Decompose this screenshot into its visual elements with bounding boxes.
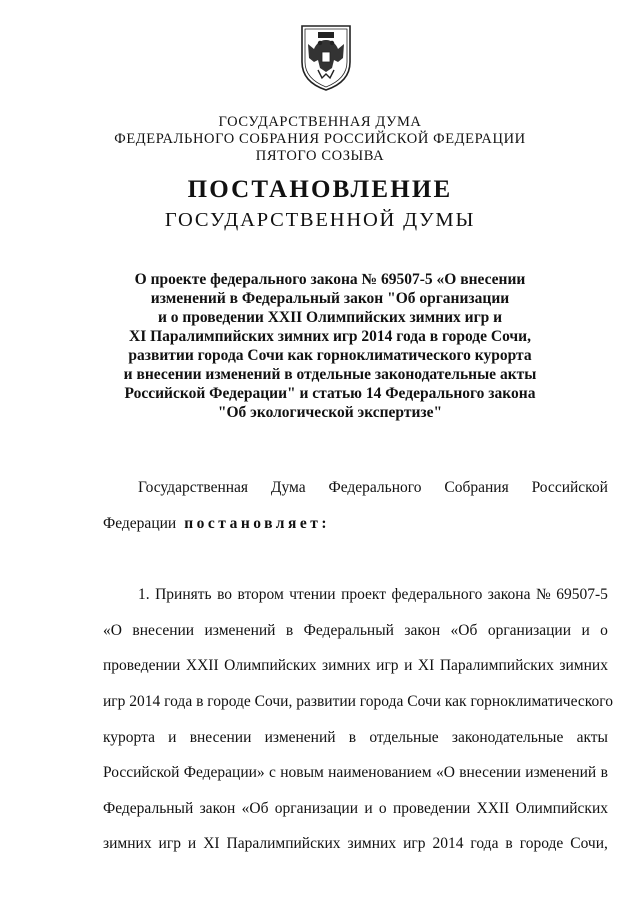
word: Российской [531,479,608,496]
word: проведении [392,799,471,817]
word: федерального [391,586,483,604]
word: наименованием [328,764,432,782]
word: о [378,799,387,817]
word: курорта [103,728,155,746]
word: закон [199,799,236,817]
clause-1-line-2 [103,613,608,649]
word: внесении [189,728,252,746]
word: и [364,799,373,817]
clause-1-line-7 [103,791,608,827]
word: городе [519,835,564,853]
word: закона [487,586,531,604]
subject-line: изменений в Федеральный закон "Об организации [150,290,510,307]
preamble-line-2 [103,506,608,542]
word: организации [487,621,572,639]
document-subtitle: ГОСУДАРСТВЕННОЙ ДУМЫ [164,209,476,231]
word: проект [341,586,387,604]
word: XI [417,657,435,675]
word: Федерального [328,479,422,496]
word: изменений [264,728,336,746]
clause-1-line-8 [103,826,608,862]
header-line-3: ПЯТОГО СОЗЫВА [255,148,385,164]
word: «Об [241,799,269,817]
word: изменений [525,764,597,782]
subject-line: XI Паралимпийских зимних игр 2014 года в городе Сочи, [129,328,531,345]
word: с [269,764,276,782]
preamble-line-1 [103,470,608,506]
word: XXII [185,657,219,675]
word: Российской [103,764,180,782]
word: Принять [155,586,212,604]
clause-1-line-1 [103,577,608,613]
subject-line: Российской Федерации" и статью 14 Федерального закона [124,385,536,402]
subject-line: развитии города Сочи как горноклиматического курорта [128,347,532,364]
word: игр [158,835,181,853]
word: Паралимпийских [439,657,554,675]
word: «О [103,621,122,639]
decree-word: постановляет: [184,514,331,532]
word: Дума [270,479,306,496]
word: закон [404,621,441,639]
word: «Об [450,621,478,639]
word: Олимпийских [224,657,317,675]
word: XI [203,835,220,853]
paragraph-gap [103,541,608,577]
word: зимних [103,835,152,853]
word: внесении [132,621,195,639]
word: во [217,586,233,604]
word: Федеральный [303,621,394,639]
word: зимних [347,835,397,853]
word: № [535,586,551,604]
word: внесении [459,764,521,782]
word: в [285,621,294,639]
word: Собрания [444,479,509,496]
word: Сочи, [570,835,608,853]
word: акты [576,728,608,746]
clause-1-line-5 [103,720,608,756]
word: и [581,621,590,639]
word: организации [274,799,359,817]
document-title: ПОСТАНОВЛЕНИЕ [187,176,453,203]
word: в [505,835,513,853]
word: втором [237,586,284,604]
header-line-2: ФЕДЕРАЛЬНОГО СОБРАНИЯ РОССИЙСКОЙ ФЕДЕРАЦИИ [114,131,526,147]
word: Олимпийских [515,799,608,817]
subject-line: О проекте федерального закона № 69507-5 «О внесении [134,271,526,288]
word: зимних [559,657,608,675]
word: и [168,728,177,746]
coat-of-arms-emblem [296,22,356,92]
word: 2014 [432,835,464,853]
word: Федеральный [103,799,194,817]
word: «О [435,764,455,782]
word: в [600,764,608,782]
word: и [404,657,413,675]
clause-1-line-4: игр 2014 года в городе Сочи, развитии города Сочи как горноклиматического [103,692,613,710]
word: Государственная [138,479,249,496]
word: проведении [103,657,181,675]
header-line-1: ГОСУДАРСТВЕННАЯ ДУМА [218,114,422,130]
word: законодательные [451,728,564,746]
word: игр [376,657,399,675]
subject-line: "Об экологической экспертизе" [217,404,443,421]
clause-1-line-3 [103,648,608,684]
word: Паралимпийских [226,835,341,853]
preamble-text: Федерации [103,514,177,532]
document-body [103,470,613,862]
word: о [600,621,608,639]
word: 1. [138,586,150,604]
issuer-header [0,114,640,165]
word: отдельные [369,728,439,746]
word: зимних [322,657,371,675]
word: игр [403,835,426,853]
word: новым [280,764,324,782]
subject-line: и о проведении XXII Олимпийских зимних игр и [157,309,503,326]
subject-line: и внесении изменений в отдельные законодательные акты [123,366,537,383]
word: чтении [289,586,336,604]
word: года [470,835,499,853]
word: и [187,835,197,853]
document-subject [110,270,550,422]
clause-1-line-6 [103,755,608,791]
word: изменений [204,621,276,639]
word: Федерации» [183,764,265,782]
word: 69507-5 [556,586,608,604]
word: в [348,728,357,746]
word: XXII [476,799,510,817]
